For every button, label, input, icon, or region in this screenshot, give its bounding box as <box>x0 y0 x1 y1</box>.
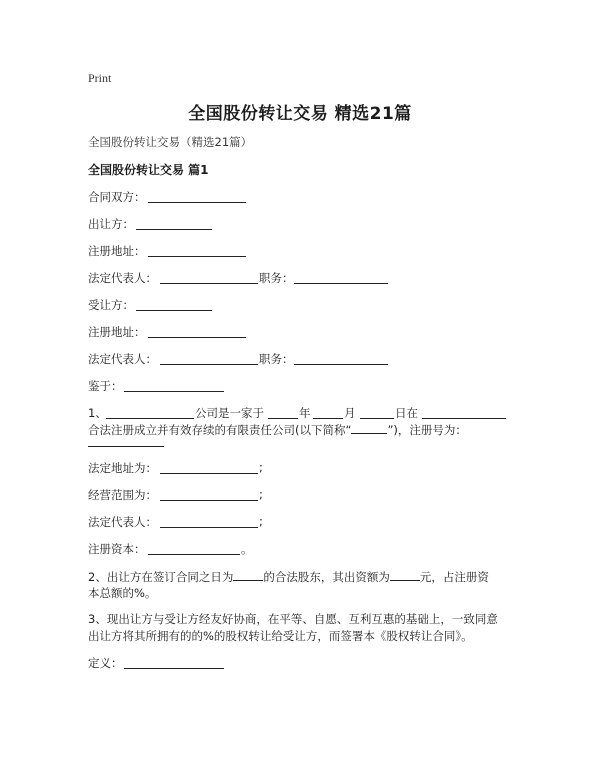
clause1-blank-shortname <box>351 421 387 434</box>
business-scope-blank <box>160 500 258 501</box>
whereas-blank <box>124 391 224 392</box>
legal-address-semicolon: ; <box>259 460 263 474</box>
parties-blank <box>148 202 246 203</box>
clause2-blank-amount <box>390 568 420 581</box>
clause2-line2: 本总额的%。 <box>88 586 157 600</box>
clause1-blank-year <box>268 418 298 419</box>
clause1-blank-day <box>360 418 394 419</box>
position-blank-2 <box>294 364 388 365</box>
clause1-line2-text: 合法注册成立并有效存续的有限责任公司(以下简称“ <box>88 423 352 437</box>
position-label-2: 职务： <box>259 352 294 366</box>
business-scope-semicolon: ; <box>259 487 263 501</box>
clause2-blank-company <box>233 568 263 581</box>
company-legal-rep-label: 法定代表人： <box>88 515 157 529</box>
definition-label: 定义： <box>88 656 123 670</box>
business-scope-label: 经营范围为： <box>88 488 157 502</box>
company-legal-rep-blank <box>160 527 258 528</box>
clause1-line2-end: ”)，注册号为： <box>387 423 467 437</box>
parties-label: 合同双方： <box>88 190 146 204</box>
whereas-label: 鉴于： <box>88 379 123 393</box>
document-title: 全国股份转让交易 精选21篇 <box>188 104 412 124</box>
clause2-line1 <box>88 568 489 585</box>
legal-rep-blank-1 <box>160 283 258 284</box>
company-legal-rep-semicolon: ; <box>259 514 263 528</box>
clause2-text-3: 元，占注册资 <box>419 570 489 584</box>
legal-rep-blank-2 <box>160 364 258 365</box>
transferee-label: 受让方： <box>88 298 134 312</box>
reg-capital-label: 注册资本： <box>88 542 146 556</box>
transferor-label: 出让方： <box>88 217 134 231</box>
transferee-blank <box>136 310 212 311</box>
clause3-line1: 3、现出让方与受让方经友好协商，在平等、自愿、互利互惠的基础上，一致同意 <box>88 612 498 626</box>
transferor-blank <box>136 229 212 230</box>
clause3-line2: 出让方将其所拥有的的%的股权转让给受让方，而签署本《股权转让合同》。 <box>88 629 473 643</box>
clause1-blank-company <box>106 418 194 419</box>
legal-rep-label-2: 法定代表人： <box>88 352 157 366</box>
clause1-text-month: 月 <box>344 406 356 420</box>
legal-rep-label-1: 法定代表人： <box>88 271 157 285</box>
clause1-blank-month <box>313 418 343 419</box>
reg-capital-period: 。 <box>241 542 253 556</box>
clause1-text-year: 年 <box>299 406 311 420</box>
position-label-1: 职务： <box>259 271 294 285</box>
reg-address-blank-2 <box>148 337 246 338</box>
clause1-line2 <box>88 421 467 438</box>
reg-address-label-1: 注册地址： <box>88 244 146 258</box>
legal-address-blank <box>160 473 258 474</box>
clause1-blank-place <box>422 418 506 419</box>
section-heading: 全国股份转让交易 篇1 <box>88 163 209 177</box>
clause1-blank-regno <box>88 446 164 447</box>
reg-address-blank-1 <box>148 256 246 257</box>
clause2-text-2: 的合法股东，其出资额为 <box>263 570 390 584</box>
definition-blank <box>124 668 224 669</box>
clause1-text-1: 公司是一家于 <box>195 406 264 420</box>
reg-capital-blank <box>148 554 240 555</box>
clause1-text-day: 日在 <box>395 406 418 420</box>
clause1-prefix: 1、 <box>88 406 107 420</box>
document-subtitle: 全国股份转让交易（精选21篇） <box>88 135 253 149</box>
position-blank-1 <box>294 283 388 284</box>
legal-address-label: 法定地址为： <box>88 461 157 475</box>
clause2-text-1: 2、出让方在签订合同之日为 <box>88 570 234 584</box>
reg-address-label-2: 注册地址： <box>88 325 146 339</box>
print-label: Print <box>88 71 112 85</box>
